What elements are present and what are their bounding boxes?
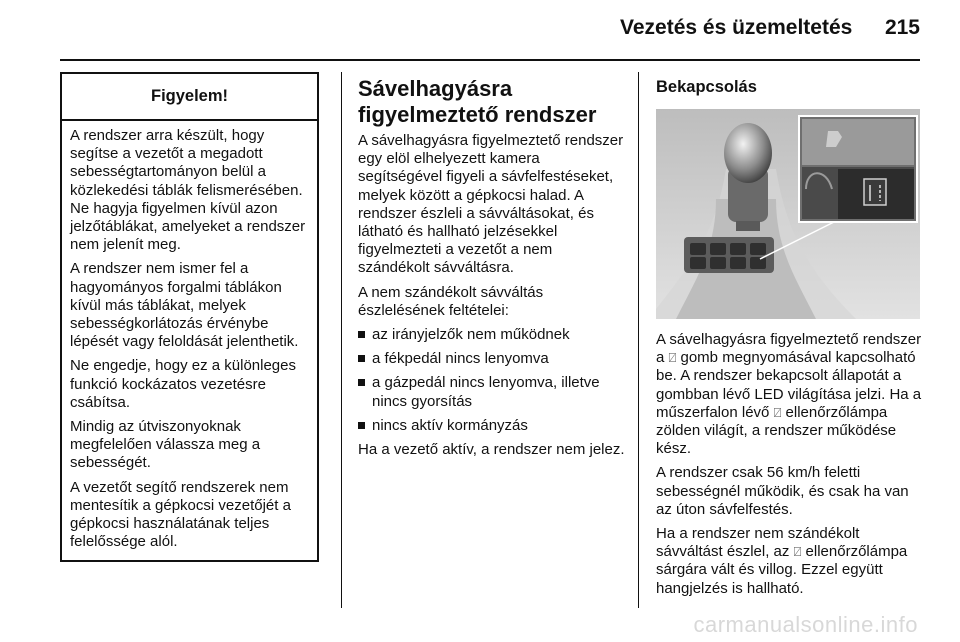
list-item: nincs aktív kormányzás xyxy=(358,417,626,435)
text-span: Ha a rendszer nem szándékolt sávváltást észlel, az xyxy=(656,525,860,561)
column-divider-2 xyxy=(638,72,639,608)
warning-paragraph: A vezetőt segítő rendszerek nem mentesítik a gépkocsi vezetőjét a gépkocsi használatának teljes felelőssége alól. xyxy=(70,478,291,551)
lane-assist-icon: ⍁ xyxy=(773,404,782,420)
list-item: a fékpedál nincs lenyomva xyxy=(358,350,626,368)
text-span: ellenőrzőlámpa zölden világít, a rendszer működése kész. xyxy=(656,403,897,458)
section-title xyxy=(358,76,626,128)
page-header-title: Vezetés és üzemeltetés xyxy=(620,16,853,39)
page-number: 215 xyxy=(884,16,920,39)
activation-paragraph-2: A rendszer csak 56 km/h feletti sebességnél működik, és csak ha van az úton sávfelfestés. xyxy=(656,464,909,518)
conditions-list xyxy=(358,326,626,435)
warning-paragraph: Ne engedje, hogy ez a különleges funkció kockázatos vezetésre csábítsa. xyxy=(70,357,296,411)
text-span: gomb megnyomásával kapcsolható be. A rendszer bekapcsolt állapotát a gombban lévő LED világítása jelzi. Ha a műszerfalon lévő xyxy=(656,349,922,421)
warning-title: Figyelem! xyxy=(62,74,317,121)
list-item: az irányjelzők nem működnek xyxy=(358,326,626,344)
console-illustration xyxy=(656,109,920,319)
activation-paragraph-3 xyxy=(656,525,924,598)
header-rule xyxy=(60,59,920,61)
lane-departure-section xyxy=(358,76,626,465)
text-span: A sávelhagyásra figyelmeztető rendszer a xyxy=(656,331,922,367)
warning-paragraph: Mindig az útviszonyoknak megfelelően válassza meg a sebességét. xyxy=(70,418,261,472)
lane-assist-icon: ⍁ xyxy=(793,544,802,560)
activation-paragraph-1 xyxy=(656,331,924,458)
column-divider-1 xyxy=(341,72,342,608)
watermark: carmanualsonline.info xyxy=(693,612,918,637)
section-title-line1: Sávelhagyásra xyxy=(358,76,513,101)
section-intro: A sávelhagyásra figyelmeztető rendszer egy elöl elhelyezett kamera segítségével figyeli a sávfelfestéseket, melyek között a gépkocsi halad. A rendszer észleli a sávváltásokat, és látható és hallható jelzésekkel figyelmezteti a vezetőt a nem szándékolt sávváltásra. xyxy=(358,132,624,277)
list-item: a gázpedál nincs lenyomva, illetve nincs gyorsítás xyxy=(358,374,626,410)
section-title-line2: figyelmeztető rendszer xyxy=(358,102,597,127)
warning-body xyxy=(62,121,317,551)
warning-paragraph: A rendszer arra készült, hogy segítse a vezetőt a megadott sebességtartományon belül a közlekedési táblák felismerésében. Ne hagyja figyelmen kívül azon jelzőtáblákat, amelyeket a rendszer nem jelenít meg. xyxy=(70,127,306,254)
warning-box xyxy=(60,72,319,562)
conditions-intro: A nem szándékolt sávváltás észlelésének feltételei: xyxy=(358,283,544,319)
activation-title: Bekapcsolás xyxy=(656,78,757,96)
warning-paragraph: A rendszer nem ismer fel a hagyományos forgalmi táblákon kívül más táblákat, melyek sebességkorlátozás érvénybe lépését vagy feloldását jelenthetik. xyxy=(70,260,299,351)
lane-assist-icon: ⍁ xyxy=(668,350,677,366)
section-closing: Ha a vezető aktív, a rendszer nem jelez. xyxy=(358,441,625,459)
activation-section xyxy=(656,78,924,604)
text-span: ellenőrzőlámpa sárgára vált és villog. Ezzel együtt hangjelzés is hallható. xyxy=(656,543,908,597)
console-photo xyxy=(656,109,920,319)
